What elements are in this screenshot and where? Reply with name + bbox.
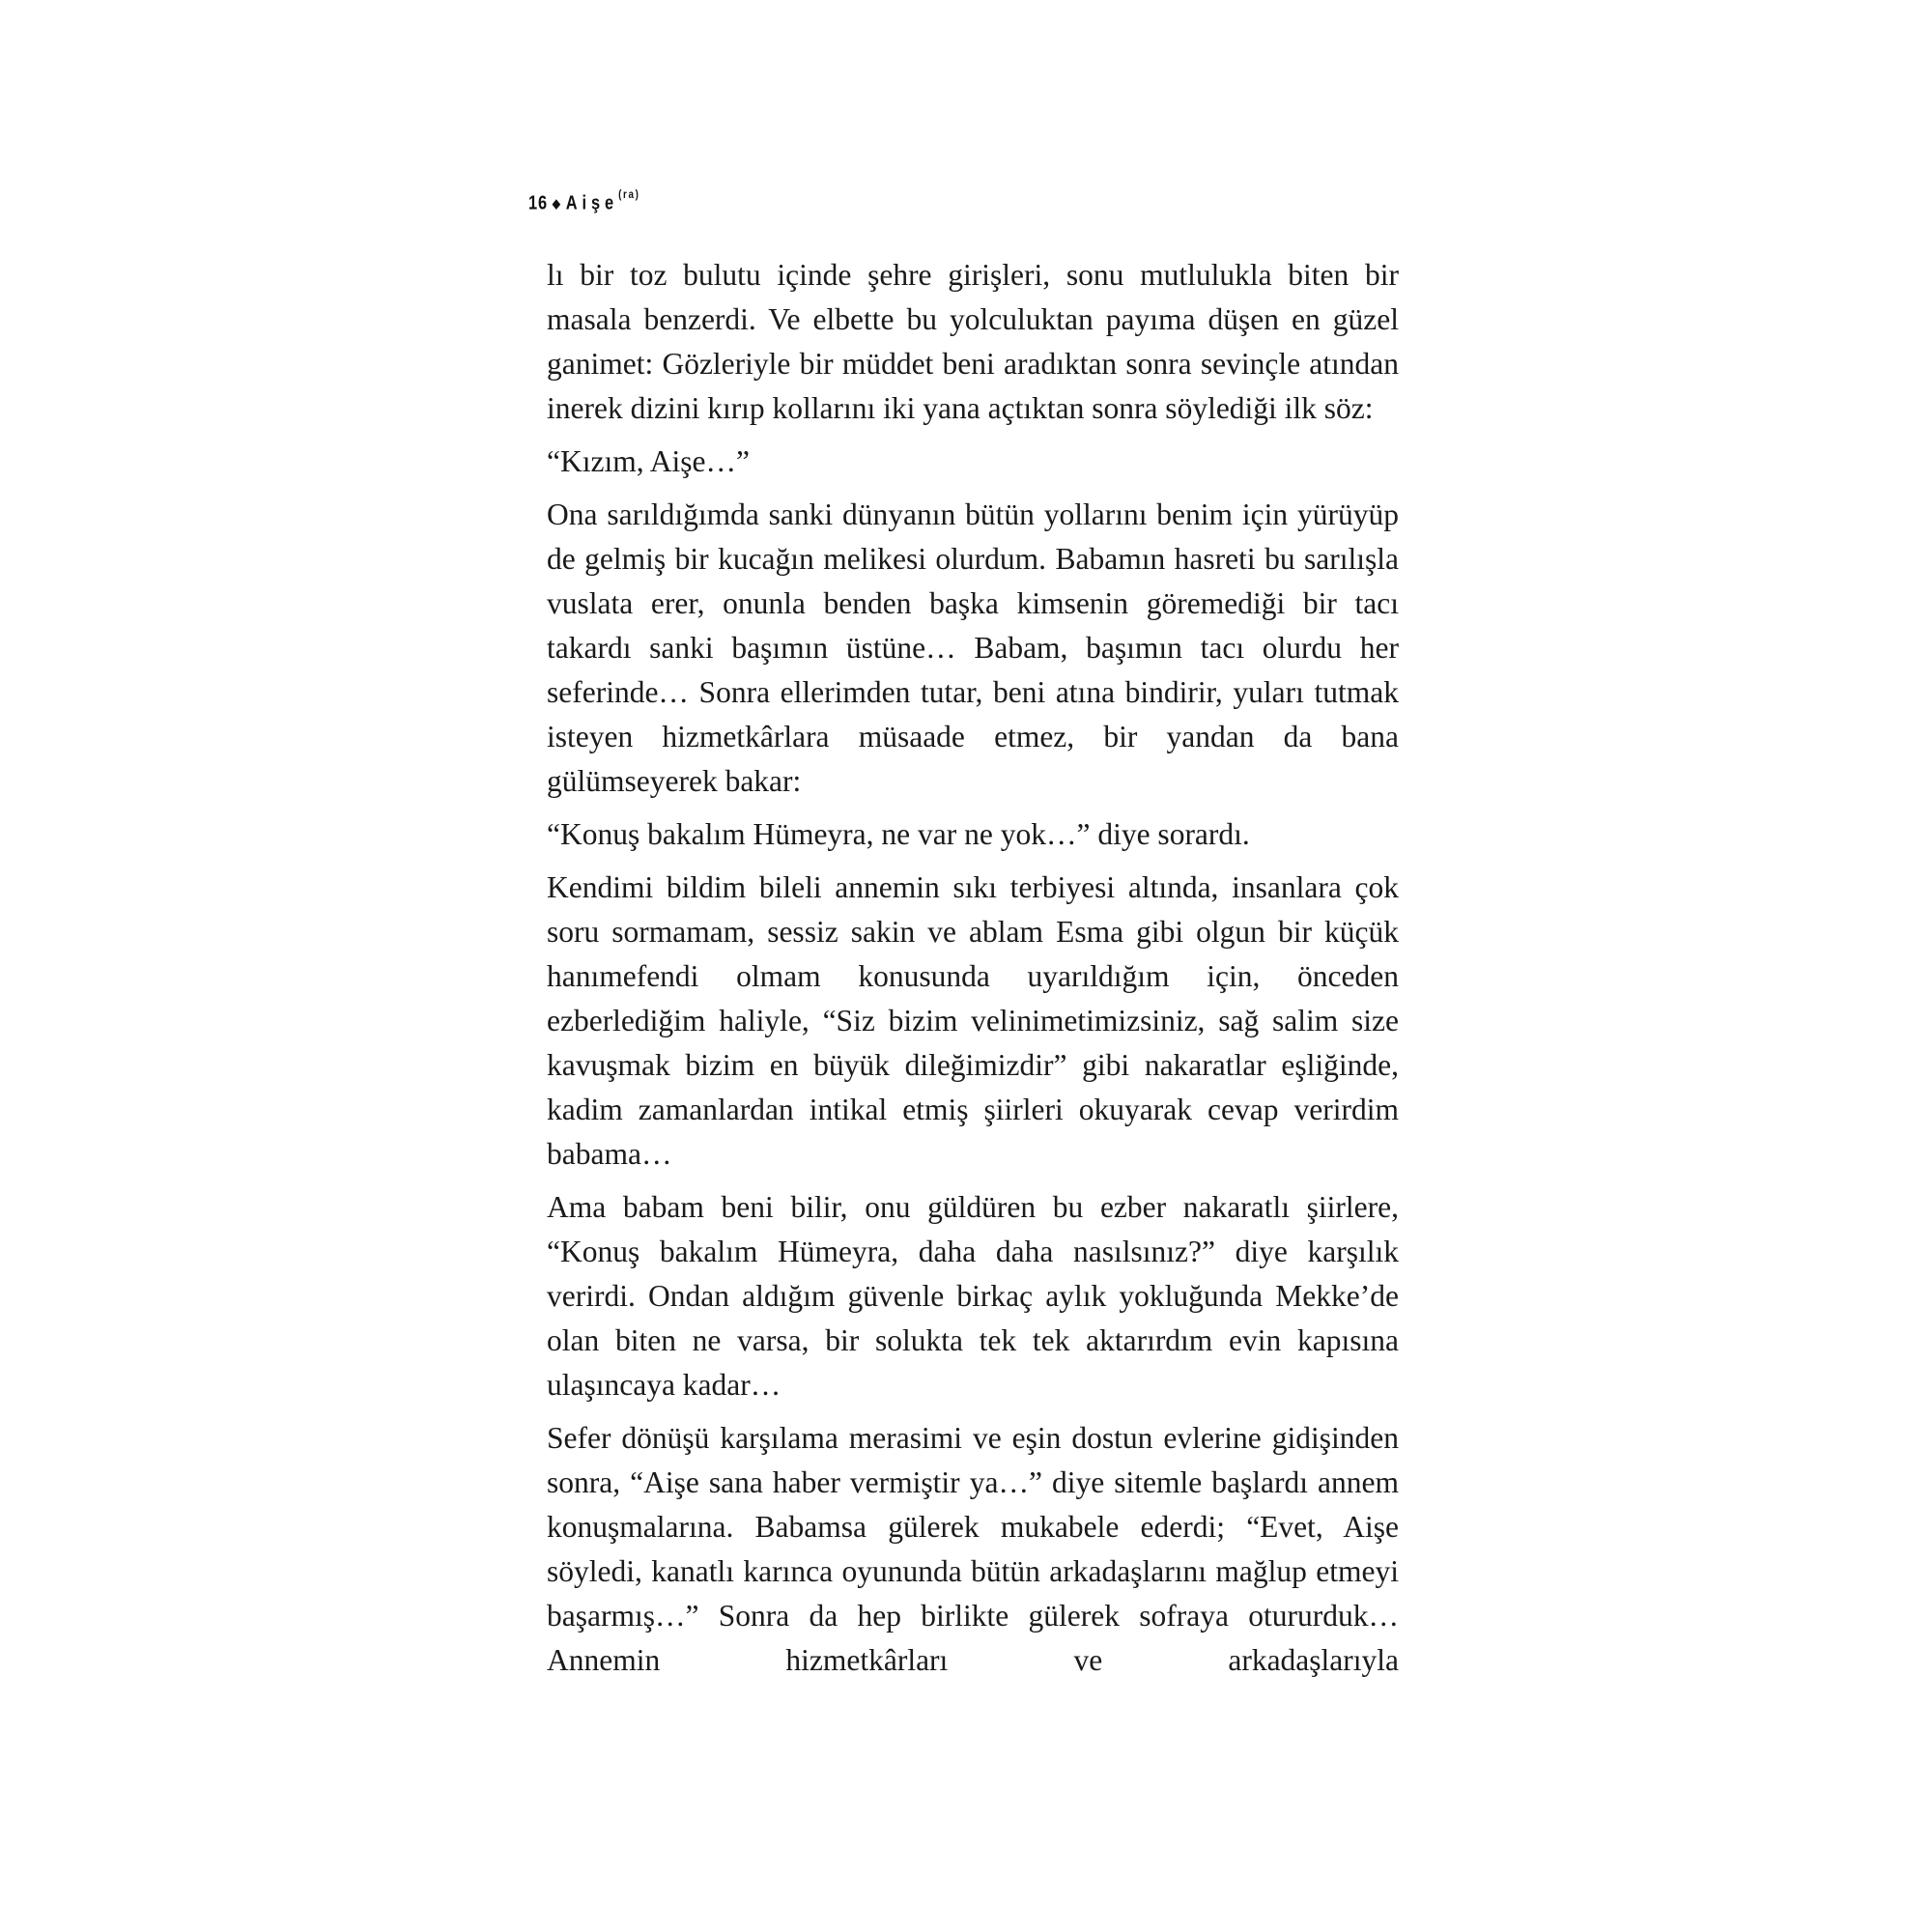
diamond-separator-icon: ◆	[552, 195, 561, 211]
title-honorific: (ra)	[618, 187, 640, 201]
paragraph: Sefer dönüşü karşılama merasimi ve eşin dostun evlerine gidişinden sonra, “Aişe sana haber vermiştir ya…” diye sitemle başlardı annem konuşmalarına. Babamsa gülerek mukabele ederdi; “Evet, Aişe söyledi, kanatlı karınca oyununda bütün arkadaşlarını mağlup etmeyi başarmış…” Sonra da hep birlikte gülerek sofraya otururduk… Annemin hizmetkârları ve arkadaşlarıyla	[547, 1421, 1399, 1677]
page-number: 16	[528, 192, 548, 214]
paragraph: “Konuş bakalım Hümeyra, ne var ne yok…” diye sorardı.	[547, 817, 1250, 851]
paragraph: lı bir toz bulutu içinde şehre girişleri, sonu mutlulukla biten bir masala benzerdi. Ve elbette bu yolculuktan payıma düşen en güzel ganimet: Gözleriyle bir müddet beni aradıktan sonra sevinçle atından inerek dizini kırıp kollarını iki yana açtıktan sonra söylediği ilk söz:	[547, 258, 1399, 425]
running-header	[528, 187, 640, 215]
book-title: Aişe	[565, 192, 619, 214]
body-text	[547, 253, 1399, 1691]
paragraph: “Kızım, Aişe…”	[547, 444, 750, 478]
paragraph: Ama babam beni bilir, onu güldüren bu ezber nakaratlı şiirlere, “Konuş bakalım Hümeyra, daha daha nasılsınız?” diye karşılık verirdi. Ondan aldığım güvenle birkaç aylık yokluğunda Mekke’de olan biten ne varsa, bir solukta tek tek aktarırdım evin kapısına ulaşıncaya kadar…	[547, 1190, 1399, 1402]
paragraph: Kendimi bildim bileli annemin sıkı terbiyesi altında, insanlara çok soru sormamam, sessiz sakin ve ablam Esma gibi olgun bir küçük hanımefendi olmam konusunda uyarıldığım için, önceden ezberlediğim haliyle, “Siz bizim velinimetimizsiniz, sağ salim size kavuşmak bizim en büyük dileğimizdir” gibi nakaratlar eşliğinde, kadim zamanlardan intikal etmiş şiirleri okuyarak cevap verirdim babama…	[547, 870, 1399, 1171]
paragraph: Ona sarıldığımda sanki dünyanın bütün yollarını benim için yürüyüp de gelmiş bir kucağın melikesi olurdum. Babamın hasreti bu sarılışla vuslata erer, onunla benden başka kimsenin göremediği bir tacı takardı sanki başımın üstüne… Babam, başımın tacı olurdu her seferinde… Sonra ellerimden tutar, beni atına bindirir, yuları tutmak isteyen hizmetkârlara müsaade etmez, bir yandan da bana gülümseyerek bakar:	[547, 497, 1399, 798]
